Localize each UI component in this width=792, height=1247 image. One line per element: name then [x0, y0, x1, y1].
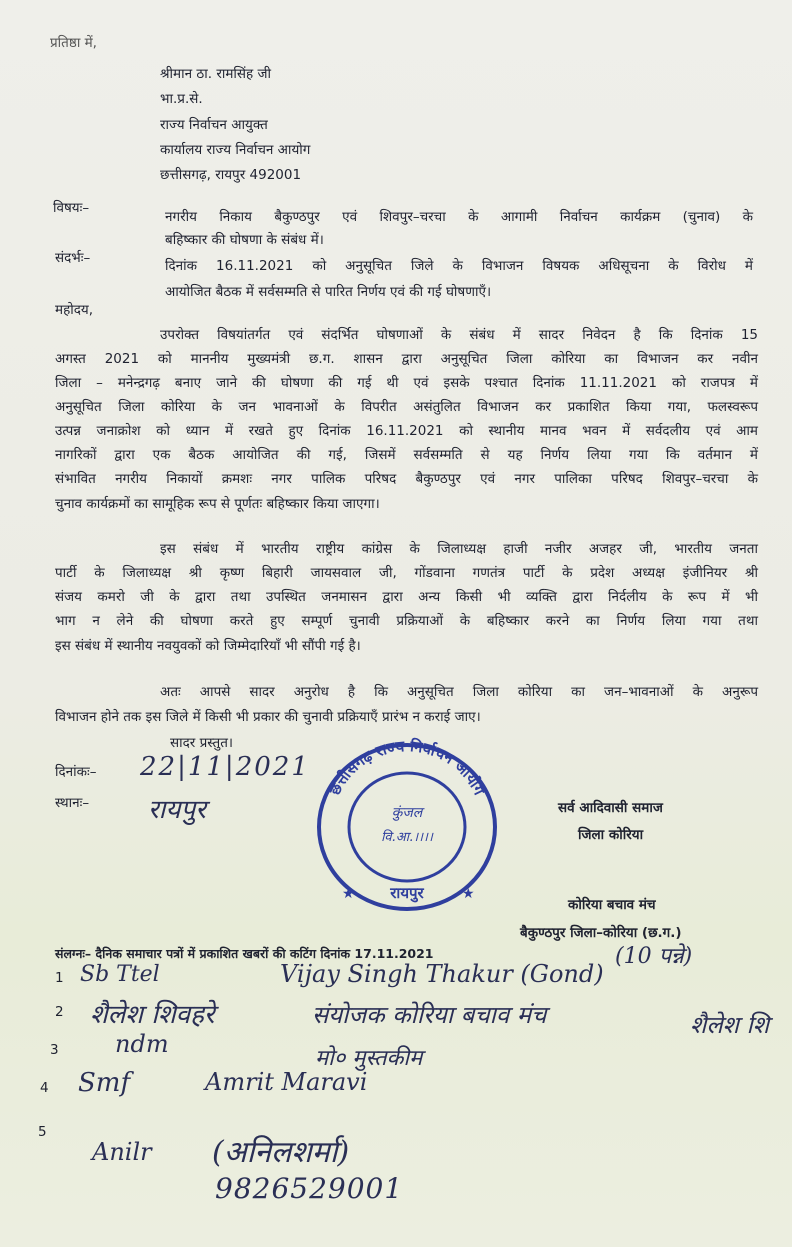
p1-line: उपरोक्त विषयांतर्गत एवं संदर्भित घोषणाओं के संबंध में सादर निवेदन है कि दिनांक 15: [160, 327, 758, 343]
signature-name: मो० मुस्तकीम: [315, 1046, 423, 1071]
p1-line: नागरिकों द्वारा एक बैठक आयोजित की गई, जिसमें सर्वसम्मति से यह निर्णय लिया गया कि वर्तमान में: [55, 447, 758, 463]
enclosure-pages-note: (10 पन्ने): [615, 944, 693, 969]
signature-scribble: शैलेश शिवहरे: [90, 1000, 215, 1030]
subject-line-2: बहिष्कार की घोषणा के संबंध में।: [165, 232, 324, 248]
signature-scribble: Smf: [78, 1068, 131, 1098]
signature-number: 1: [55, 970, 64, 986]
seal-inner-line-1: कुंजल: [391, 805, 423, 821]
signatory-org2-line2: बैकुण्ठपुर जिला–कोरिया (छ.ग.): [520, 925, 682, 941]
address-line-1: श्रीमान ठा. रामसिंह जी: [160, 66, 272, 82]
seal-inner-line-2: वि.आ.।।।।: [381, 830, 433, 845]
enclosure-text: संलग्नः– दैनिक समाचार पत्रों में प्रकाशित खबरों की कटिंग दिनांक 17.11.2021: [55, 946, 434, 961]
reference-label: संदर्भः–: [55, 250, 91, 266]
p3-line: अतः आपसे सादर अनुरोध है कि अनुसूचित जिला कोरिया का जन–भावनाओं के अनुरूप: [160, 684, 758, 700]
official-seal: [312, 735, 502, 913]
p1-line: जिला – मनेन्द्रगढ़ बनाए जाने की घोषणा की गई थी एवं इसके पश्चात दिनांक 11.11.2021 को राजपत्र में: [55, 375, 758, 391]
place-label: स्थानः–: [55, 795, 90, 811]
p2-line: भाग न लेने की घोषणा करते हुए सम्पूर्ण चुनावी प्रक्रियाओं के बहिष्कार करने का निर्णय लिया गया तथा: [55, 613, 758, 629]
reference-line-1: दिनांक 16.11.2021 को अनुसूचित जिले के विभाजन विषयक अधिसूचना के विरोध में: [165, 258, 753, 274]
date-label: दिनांकः–: [55, 764, 97, 780]
signature-number: 2: [55, 1004, 64, 1020]
p1-line: उत्पन्न जनाक्रोश को ध्यान में रखते हुए दिनांक 16.11.2021 को स्थानीय मानव भवन में सर्वदलीय एवं आम: [55, 423, 758, 439]
p1-line: अनुसूचित जिला कोरिया के जन भावनाओं के विपरीत असंतुलित विभाजन कर प्रकाशित किया गया, फलस्वरूप: [55, 399, 758, 415]
signature-scribble: ndm: [115, 1030, 169, 1058]
p2-line: इस संबंध में स्थानीय नवयुवकों को जिम्मेदारियाँ भी सौंपी गई है।: [55, 638, 361, 654]
signature-name: (अनिलशर्मा): [212, 1135, 350, 1170]
p1-line: अगस्त 2021 को माननीय मुख्यमंत्री छ.ग. शासन द्वारा अनुसूचित जिला कोरिया का विभाजन कर नवीन: [55, 351, 758, 367]
signature-scribble: Anilr: [92, 1138, 152, 1166]
signature-name: Amrit Maravi: [205, 1068, 368, 1096]
p2-line: पार्टी के जिलाध्यक्ष श्री कृष्ण बिहारी जायसवाल जी, गोंडवाना गणतंत्र पार्टी के प्रदेश अध्यक्ष इंजीनियर श्री: [55, 565, 758, 581]
salutation: महोदय,: [55, 302, 94, 318]
p3-line: विभाजन होने तक इस जिले में किसी भी प्रकार की चुनावी प्रक्रियाएँ प्रारंभ न कराई जाए।: [55, 709, 481, 725]
submitted-text: सादर प्रस्तुत।: [170, 735, 234, 751]
seal-bottom-text: रायपुर: [390, 884, 424, 902]
signatory-org1-line2: जिला कोरिया: [578, 827, 644, 843]
seal-top-text: छत्तीसगढ़ राज्य निर्वाचन आयोग: [325, 737, 489, 798]
signature-number: 3: [50, 1042, 59, 1058]
address-line-5: छत्तीसगढ़, रायपुर 492001: [160, 167, 302, 183]
signature-phone: 9826529001: [215, 1172, 404, 1205]
address-line-3: राज्य निर्वाचन आयुक्त: [160, 117, 268, 133]
subject-label: विषयः–: [53, 200, 90, 216]
signature-number: 4: [40, 1080, 49, 1096]
signature-name: संयोजक कोरिया बचाव मंच: [312, 1001, 547, 1029]
signatory-org2-line1: कोरिया बचाव मंच: [568, 897, 656, 913]
subject-line-1: नगरीय निकाय बैकुण्ठपुर एवं शिवपुर–चरचा के आगामी निर्वाचन कार्यक्रम (चुनाव) के: [165, 209, 753, 225]
seal-star-icon: ★: [462, 886, 475, 902]
signature-extra: शैलेश शि: [690, 1011, 770, 1039]
address-line-2: भा.प्र.से.: [160, 91, 203, 107]
address-line-4: कार्यालय राज्य निर्वाचन आयोग: [160, 142, 311, 158]
p1-line: संभावित नगरीय निकायों क्रमशः नगर पालिक परिषद बैकुण्ठपुर एवं नगर पालिका परिषद शिवपुर–चरचा के: [55, 471, 758, 487]
p2-line: संजय कमरो जी के द्वारा तथा उपस्थित जनमासन द्वारा अन्य किसी भी व्यक्ति द्वारा निर्दलीय के रूप में भी: [55, 589, 758, 605]
p2-line: इस संबंध में भारतीय राष्ट्रीय कांग्रेस के जिलाध्यक्ष हाजी नजीर अजहर जी, भारतीय जनता: [160, 541, 758, 557]
reference-line-2: आयोजित बैठक में सर्वसम्मति से पारित निर्णय एवं की गई घोषणाएँ।: [165, 284, 492, 300]
signature-name: Vijay Singh Thakur (Gond): [280, 960, 604, 988]
signature-scribble: Sb Ttel: [80, 962, 160, 987]
seal-star-icon: ★: [342, 886, 355, 902]
signatory-org1-line1: सर्व आदिवासी समाज: [558, 800, 663, 816]
p1-line: चुनाव कार्यक्रमों का सामूहिक रूप से पूर्णतः बहिष्कार किया जाएगा।: [55, 496, 380, 512]
signature-number: 5: [38, 1124, 47, 1140]
date-value: 22|11|2021: [140, 752, 310, 782]
copy-to-label: प्रतिष्ठा में,: [50, 35, 97, 51]
place-value: रायपुर: [148, 795, 206, 825]
